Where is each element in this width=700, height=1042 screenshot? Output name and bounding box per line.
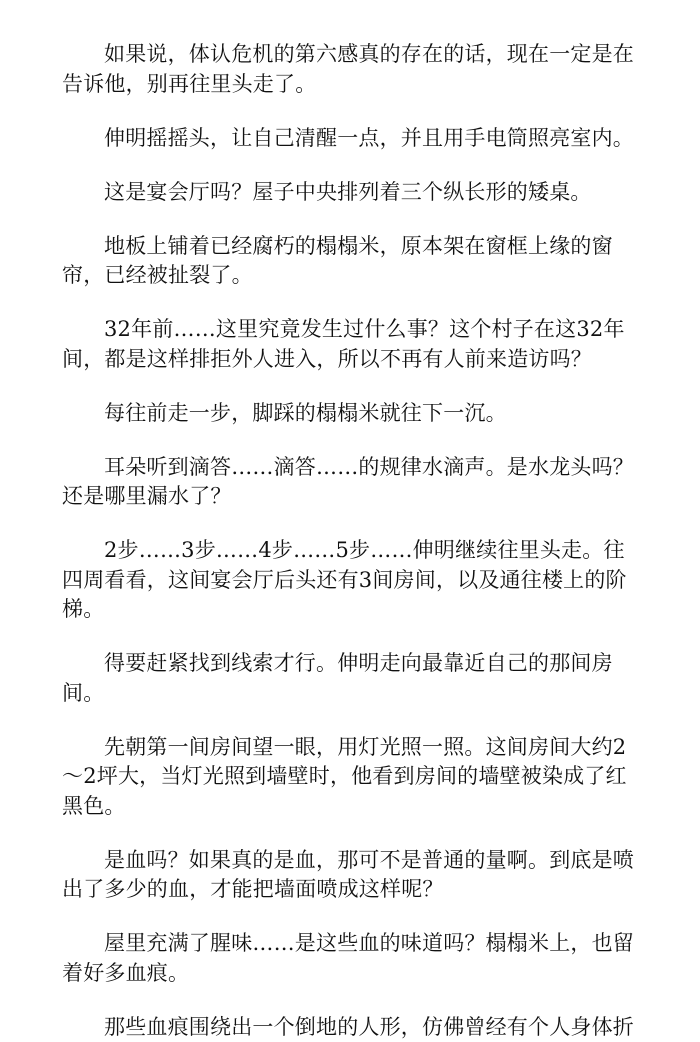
paragraph: 得要赶紧找到线索才行。伸明走向最靠近自己的那间房间。 xyxy=(62,649,640,708)
paragraph: 是血吗？如果真的是血，那可不是普通的量啊。到底是喷出了多少的血，才能把墙面喷成这样呢？ xyxy=(62,846,640,905)
paragraph: 耳朵听到滴答……滴答……的规律水滴声。是水龙头吗？还是哪里漏水了？ xyxy=(62,453,640,512)
paragraph: 先朝第一间房间望一眼，用灯光照一照。这间房间大约2～2坪大，当灯光照到墙壁时，他看到房间的墙壁被染成了红黑色。 xyxy=(62,733,640,822)
paragraph: 伸明摇摇头，让自己清醒一点，并且用手电筒照亮室内。 xyxy=(62,124,640,154)
paragraph: 地板上铺着已经腐朽的榻榻米，原本架在窗框上缘的窗帘，已经被扯裂了。 xyxy=(62,232,640,291)
paragraph: 这是宴会厅吗？屋子中央排列着三个纵长形的矮桌。 xyxy=(62,178,640,208)
paragraph: 每往前走一步，脚踩的榻榻米就往下一沉。 xyxy=(62,399,640,429)
paragraph: 那些血痕围绕出一个倒地的人形，仿佛曾经有个人身体折 xyxy=(62,1013,640,1042)
paragraph: 2步……3步……4步……5步……伸明继续往里头走。往四周看看，这间宴会厅后头还有3间房间，以及通往楼上的阶梯。 xyxy=(62,536,640,625)
paragraph: 如果说，体认危机的第六感真的存在的话，现在一定是在告诉他，别再往里头走了。 xyxy=(62,40,640,99)
paragraph: 32年前……这里究竟发生过什么事？这个村子在这32年间，都是这样排拒外人进入，所以不再有人前来造访吗？ xyxy=(62,315,640,374)
paragraph: 屋里充满了腥味……是这些血的味道吗？榻榻米上，也留着好多血痕。 xyxy=(62,929,640,988)
